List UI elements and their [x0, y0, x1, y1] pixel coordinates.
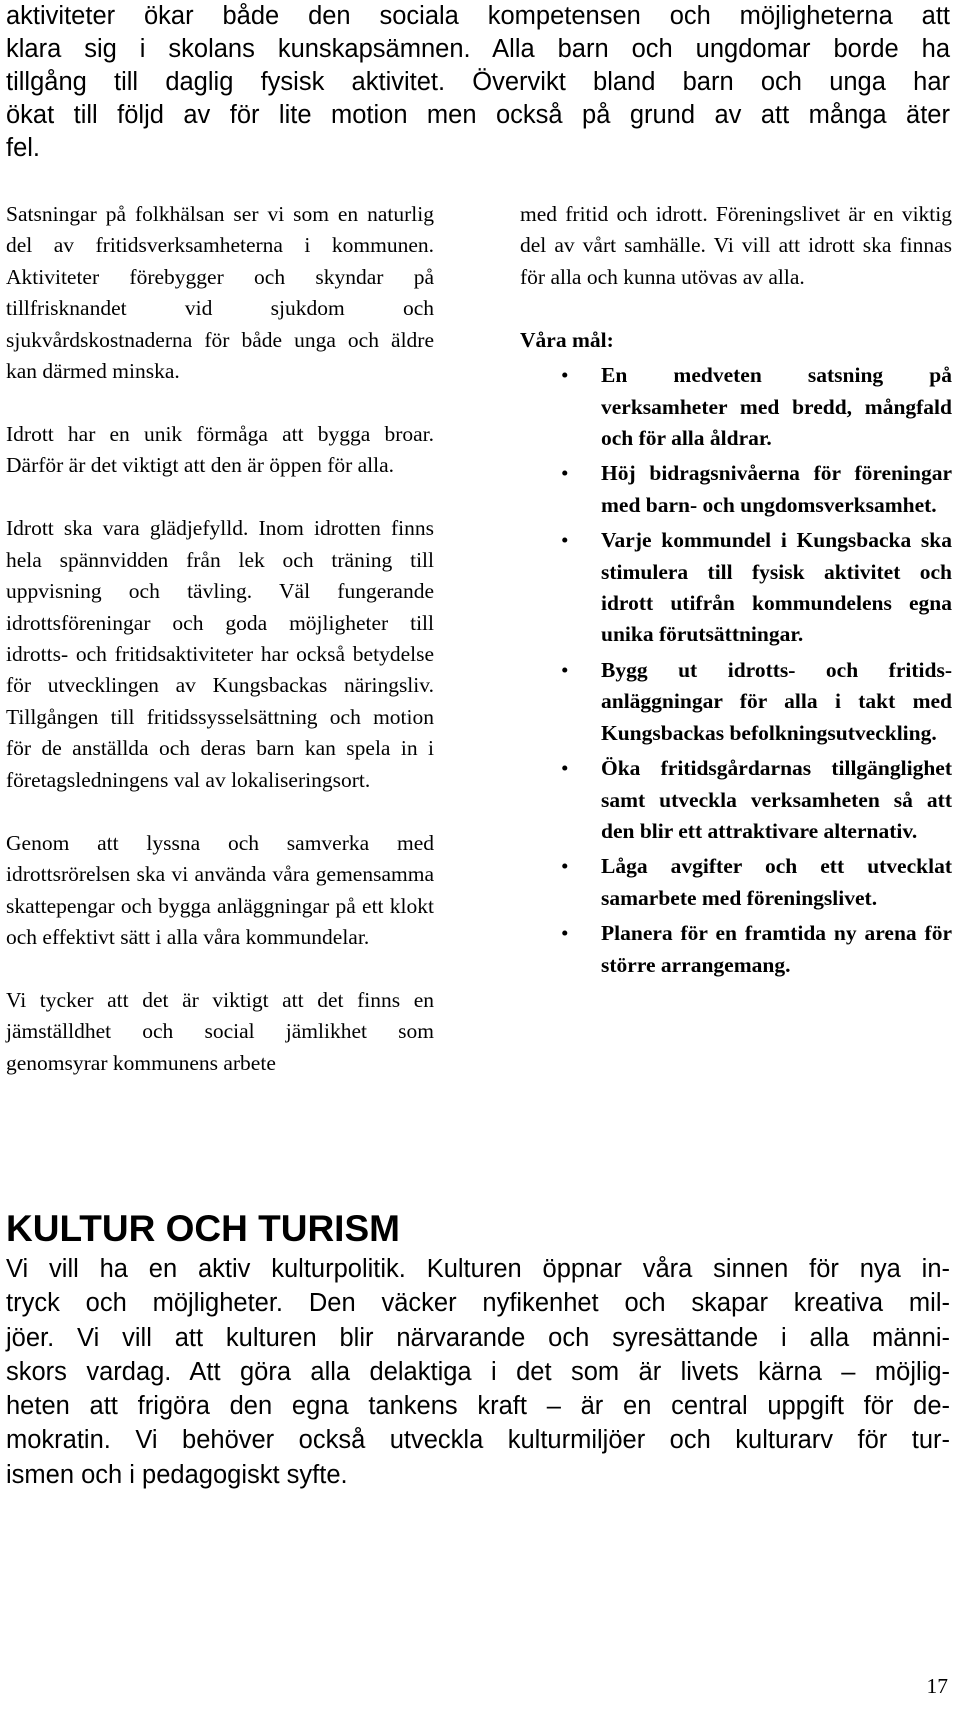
- left-paragraph: Satsningar på folkhälsan ser vi som en naturlig del av fritidsverksamheterna i kommunen. Aktiviteter förebygger och skyndar på tillfrisknandet vid sjukdom och sjukvårdskostnaderna för både unga och äldre kan därmed minska.: [6, 202, 434, 384]
- section-line: Vi vill ha en aktiv kulturpolitik. Kulturen öppnar våra sinnen för nya in-: [6, 1255, 950, 1283]
- goal-item: [520, 525, 952, 651]
- bullet-icon: •: [561, 921, 569, 946]
- intro-line: klara sig i skolans kunskapsämnen. Alla barn och ungdomar borde ha: [6, 35, 950, 63]
- goal-item: [520, 458, 952, 521]
- goal-item: [520, 918, 952, 981]
- section-line: jöer. Vi vill att kulturen blir närvarande och syresättande i alla männi-: [6, 1323, 950, 1352]
- bullet-icon: •: [561, 756, 569, 781]
- goal-item: [520, 753, 952, 847]
- left-paragraph: Genom att lyssna och samverka med idrottsrörelsen ska vi använda våra gemensamma skattepengar och bygga anläggningar på ett klokt och effektivt sätt i alla våra kommundelar.: [6, 830, 434, 949]
- section-paragraph: [6, 1252, 950, 1492]
- right-paragraph: med fritid och idrott. Föreningslivet är en viktig del av vårt samhälle. Vi vill att idrott ska finnas för alla och kunna utövas av alla.: [520, 202, 952, 289]
- left-column: [6, 199, 434, 1111]
- bullet-icon: •: [561, 528, 569, 553]
- intro-line: fel.: [6, 134, 41, 162]
- section-line: skors vardag. Att göra alla delaktiga i det som är livets kärna – möjlig-: [6, 1357, 950, 1386]
- goal-item: [520, 655, 952, 749]
- intro-paragraph: [6, 0, 950, 165]
- section-line: ismen och i pedagogiskt syfte.: [6, 1460, 348, 1489]
- goal-text: En medveten satsning på verksamheter med bredd, mångfald och för alla åldrar.: [601, 363, 952, 451]
- goal-text: Varje kommundel i Kungsbacka ska stimulera till fysisk aktivitet och idrott utifrån kommundelens egna unika förutsättningar.: [601, 528, 952, 647]
- bullet-icon: •: [561, 363, 569, 388]
- bullet-icon: •: [561, 461, 569, 486]
- goal-item: [520, 360, 952, 454]
- section-heading: KULTUR OCH TURISM: [6, 1208, 400, 1249]
- section-line: heten att frigöra den egna tankens kraft – är en central uppgift för de-: [6, 1392, 950, 1421]
- goal-text: Låga avgifter och ett utvecklat samarbete med föreningslivet.: [601, 854, 952, 910]
- goal-text: Bygg ut idrotts- och fritidsanläggningar för alla i takt med Kungsbackas befolkningsutveckling.: [601, 657, 952, 745]
- right-column: [520, 199, 952, 985]
- intro-line: ökat till följd av för lite motion men också på grund av att många äter: [6, 101, 950, 129]
- goal-item: [520, 851, 952, 914]
- intro-line: tillgång till daglig fysisk aktivitet. Övervikt bland barn och unga har: [6, 68, 950, 96]
- intro-line: aktiviteter ökar både den sociala kompetensen och möjligheterna att: [6, 2, 950, 30]
- section-line: tryck och möjligheter. Den väcker nyfikenhet och skapar kreativa mil-: [6, 1289, 950, 1318]
- bullet-icon: •: [561, 657, 569, 682]
- left-paragraph: Vi tycker att det är viktigt att det finns en jämställdhet och social jämlikhet som genomsyrar kommunens arbete: [6, 987, 434, 1075]
- left-paragraph: Idrott ska vara glädjefylld. Inom idrotten finns hela spännvidden från lek och träning till uppvisning och tävling. Väl fungerande idrottsföreningar och goda möjligheter till idrotts- och fritidsaktiviteter har också betydelse för utvecklingen av Kungsbackas näringsliv. Tillgången till fritidssysselsättning och motion för de anställda och deras barn kan spela in i företagsledningens val av lokaliseringsort.: [6, 516, 434, 792]
- goal-text: Höj bidragsnivåerna för föreningar med barn- och ungdomsverksamhet.: [601, 461, 952, 517]
- section-line: mokratin. Vi behöver också utveckla kulturmiljöer och kulturarv för tur-: [6, 1426, 950, 1455]
- bullet-icon: •: [561, 854, 569, 879]
- goal-text: Öka fritidsgårdarnas tillgänglighet samt utveckla verksamheten så att den blir ett attraktivare alternativ.: [601, 756, 952, 843]
- page-number: 17: [926, 1674, 948, 1698]
- goal-text: Planera för en framtida ny arena för större arrangemang.: [601, 921, 952, 977]
- left-paragraph: Idrott har en unik förmåga att bygga broar. Därför är det viktigt att den är öppen för alla.: [6, 422, 434, 478]
- goals-list: [520, 360, 952, 981]
- goals-heading: Våra mål:: [520, 327, 614, 352]
